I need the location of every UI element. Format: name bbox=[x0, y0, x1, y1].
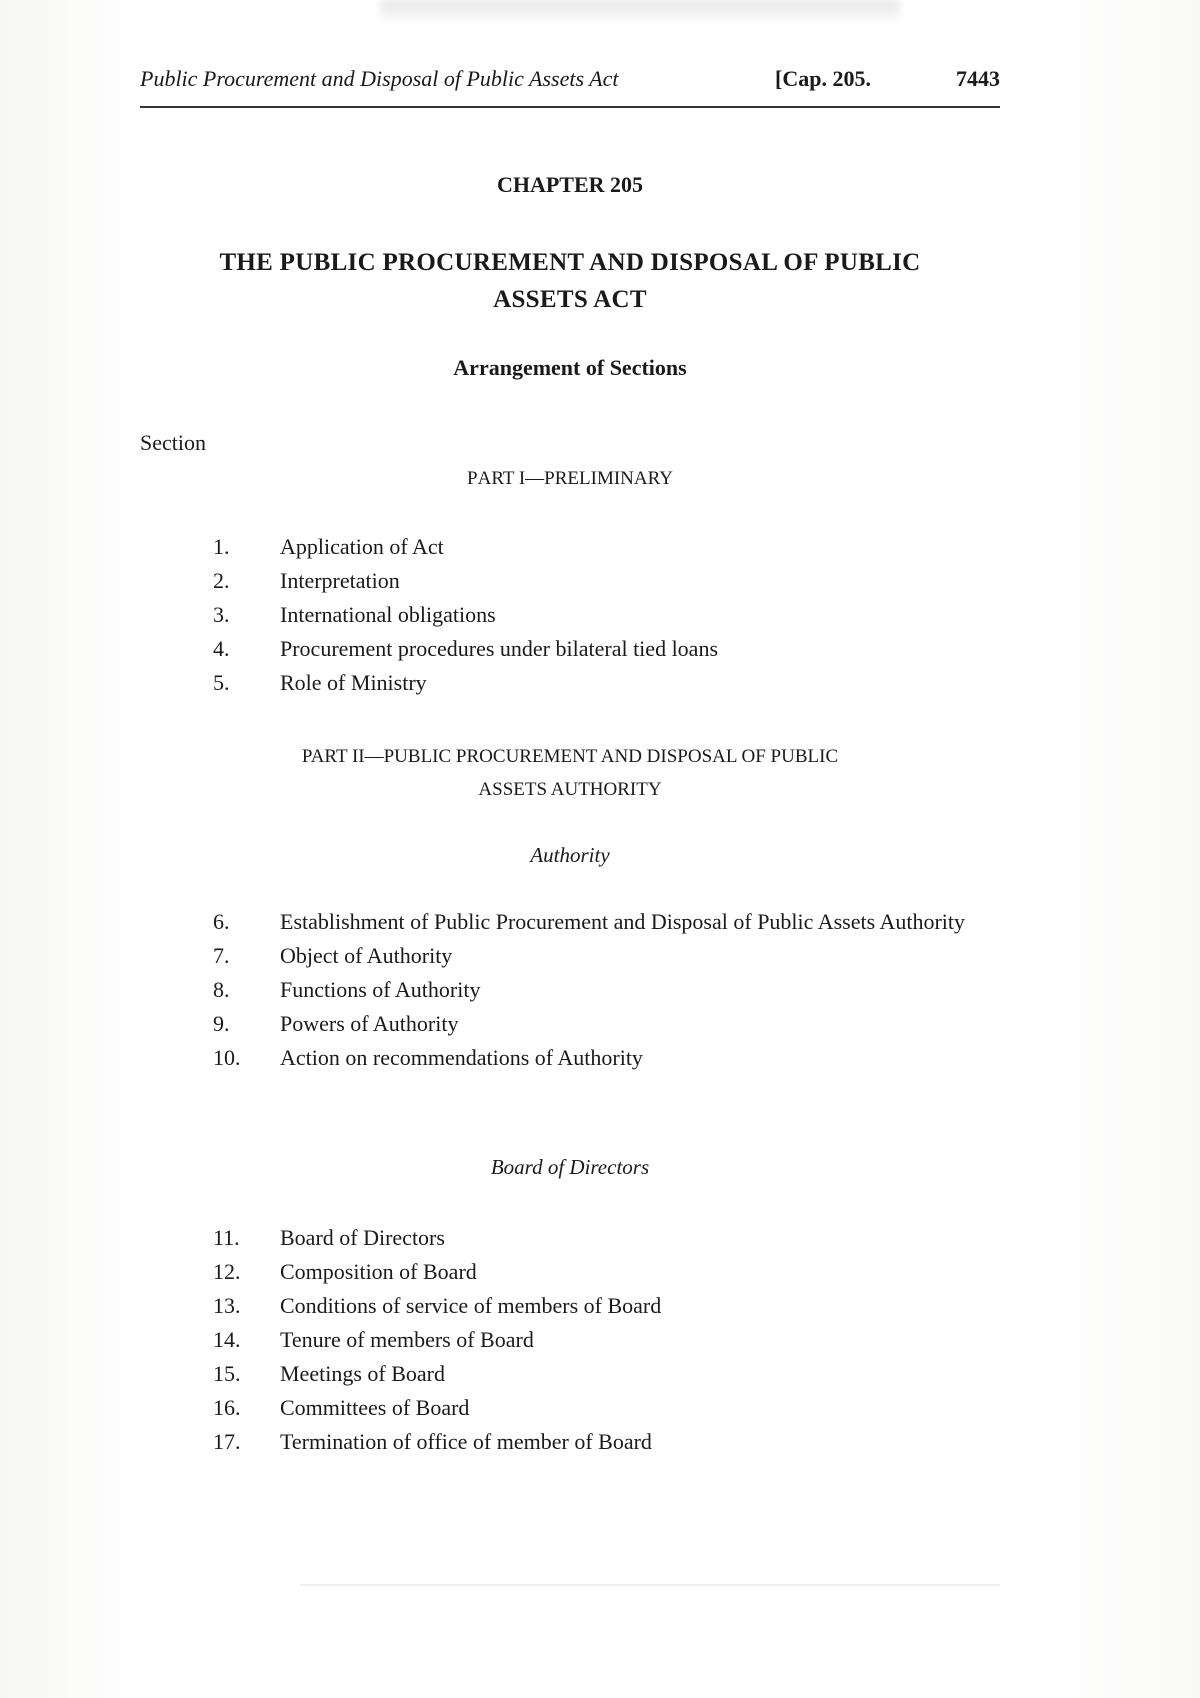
act-title-line-1: THE PUBLIC PROCUREMENT AND DISPOSAL OF PUBLIC bbox=[219, 249, 921, 276]
section-number: 16. bbox=[213, 1395, 241, 1420]
section-number: 4. bbox=[213, 636, 230, 661]
section-title: Conditions of service of members of Board bbox=[280, 1293, 662, 1318]
header-chapter-ref: [Cap. 205. bbox=[775, 66, 871, 91]
section-number: 6. bbox=[213, 909, 230, 934]
section-number: 8. bbox=[213, 977, 230, 1002]
part-1-prefix: P bbox=[467, 468, 478, 489]
section-title: Object of Authority bbox=[280, 943, 453, 968]
list-item bbox=[213, 1221, 1013, 1255]
part-2-heading bbox=[140, 740, 1000, 806]
section-title: Role of Ministry bbox=[280, 670, 427, 695]
header-rule bbox=[140, 106, 1000, 108]
section-title: Meetings of Board bbox=[280, 1361, 445, 1386]
list-item bbox=[213, 1357, 1013, 1391]
page-number: 7443 bbox=[956, 66, 1000, 91]
part-1-title: ART I—PRELIMINARY bbox=[477, 468, 673, 489]
list-item bbox=[213, 564, 1013, 598]
list-item bbox=[213, 905, 1013, 939]
list-item bbox=[213, 1007, 1013, 1041]
section-column-label: Section bbox=[140, 430, 206, 455]
list-item bbox=[213, 1255, 1013, 1289]
section-number: 9. bbox=[213, 1011, 230, 1036]
section-number: 1. bbox=[213, 534, 230, 559]
list-item bbox=[213, 1041, 1013, 1075]
section-number: 7. bbox=[213, 943, 230, 968]
section-number: 17. bbox=[213, 1429, 241, 1454]
section-number: 5. bbox=[213, 670, 230, 695]
section-number: 14. bbox=[213, 1327, 241, 1352]
list-item bbox=[213, 973, 1013, 1007]
section-title: Application of Act bbox=[280, 534, 444, 559]
scan-shadow bbox=[380, 0, 900, 24]
part-2-heading-line-2: ASSETS AUTHORITY bbox=[478, 779, 662, 800]
running-header bbox=[140, 66, 1000, 102]
section-title: Committees of Board bbox=[280, 1395, 470, 1420]
section-number: 10. bbox=[213, 1045, 241, 1070]
section-title: Powers of Authority bbox=[280, 1011, 459, 1036]
list-item bbox=[213, 598, 1013, 632]
subheading-board-of-directors: Board of Directors bbox=[490, 1155, 650, 1179]
section-title: Composition of Board bbox=[280, 1259, 477, 1284]
section-title: Procurement procedures under bilateral tied loans bbox=[280, 636, 719, 661]
list-item bbox=[213, 666, 1013, 700]
section-number: 11. bbox=[213, 1225, 240, 1250]
section-number: 3. bbox=[213, 602, 230, 627]
list-item bbox=[213, 1391, 1013, 1425]
section-title: Action on recommendations of Authority bbox=[280, 1045, 643, 1070]
list-item bbox=[213, 632, 1013, 666]
section-number: 13. bbox=[213, 1293, 241, 1318]
section-number: 2. bbox=[213, 568, 230, 593]
list-item bbox=[213, 530, 1013, 564]
section-title: Interpretation bbox=[280, 568, 400, 593]
list-item bbox=[213, 1289, 1013, 1323]
list-item bbox=[213, 1425, 1013, 1459]
list-item bbox=[213, 1323, 1013, 1357]
section-title: Termination of office of member of Board bbox=[280, 1429, 652, 1454]
footer-rule bbox=[300, 1584, 1000, 1586]
section-number: 15. bbox=[213, 1361, 241, 1386]
part-1-heading bbox=[140, 462, 1000, 495]
section-title: Tenure of members of Board bbox=[280, 1327, 534, 1352]
header-act-title: Public Procurement and Disposal of Public Assets Act bbox=[140, 66, 619, 91]
part-2-heading-line-1: PART II—PUBLIC PROCUREMENT AND DISPOSAL OF PUBLIC bbox=[301, 746, 839, 767]
authority-section-list bbox=[213, 905, 1013, 1075]
section-title: Establishment of Public Procurement and Disposal of Public Assets Authority bbox=[280, 909, 965, 934]
act-title-line-2: ASSETS ACT bbox=[493, 286, 647, 313]
act-title bbox=[140, 244, 1000, 318]
subheading-authority: Authority bbox=[530, 843, 610, 867]
section-number: 12. bbox=[213, 1259, 241, 1284]
section-title: Board of Directors bbox=[280, 1225, 445, 1250]
board-section-list bbox=[213, 1221, 1013, 1459]
part-1-section-list bbox=[213, 530, 1013, 700]
chapter-heading: CHAPTER 205 bbox=[496, 172, 644, 197]
section-title: Functions of Authority bbox=[280, 977, 481, 1002]
section-title: International obligations bbox=[280, 602, 496, 627]
list-item bbox=[213, 939, 1013, 973]
arrangement-heading: Arrangement of Sections bbox=[453, 355, 687, 380]
